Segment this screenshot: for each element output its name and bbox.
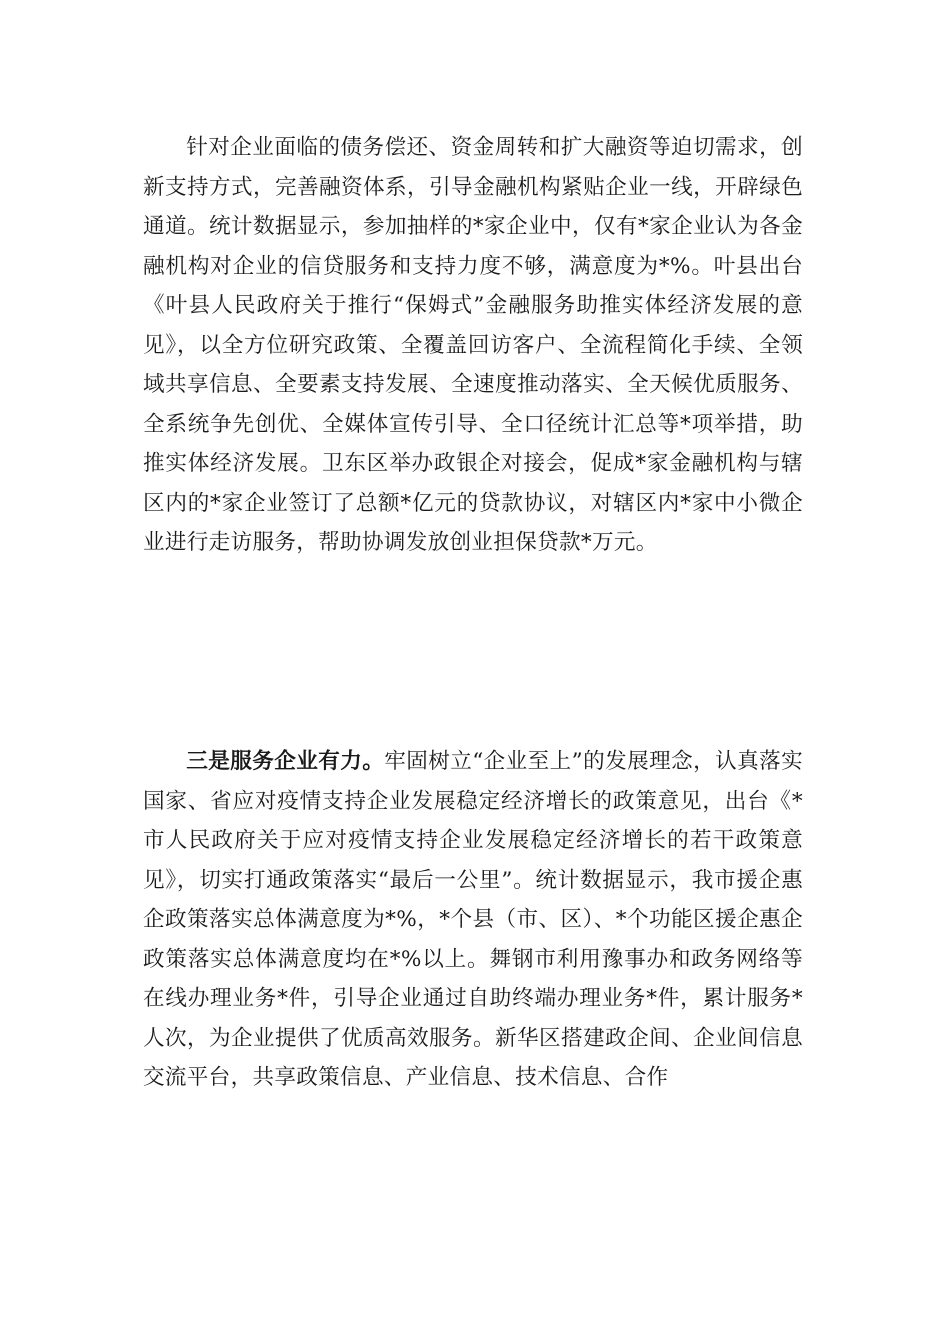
paragraph-enterprise-service [143, 742, 803, 1098]
paragraph-text: 针对企业面临的债务偿还、资金周转和扩大融资等迫切需求，创新支持方式，完善融资体系，引导金融机构紧贴企业一线，开辟绿色通道。统计数据显示，参加抽样的*家企业中，仅有*家企业认为各金融机构对企业的信贷服务和支持力度不够，满意度为*%。叶县出台《叶县人民政府关于推行“保姆式”金融服务助推实体经济发展的意见》，以全方位研究政策、全覆盖回访客户、全流程简化手续、全领域共享信息、全要素支持发展、全速度推动落实、全天候优质服务、全系统争先创优、全媒体宣传引导、全口径统计汇总等*项举措，助推实体经济发展。卫东区举办政银企对接会，促成*家金融机构与辖区内的*家企业签订了总额*亿元的贷款协议，对辖区内*家中小微企业进行走访服务，帮助协调发放创业担保贷款*万元。 [143, 135, 803, 555]
paragraph-text: 牢固树立“企业至上”的发展理念，认真落实国家、省应对疫情支持企业发展稳定经济增长的政策意见，出台《*市人民政府关于应对疫情支持企业发展稳定经济增长的若干政策意见》，切实打通政策落实“最后一公里”。统计数据显示，我市援企惠企政策落实总体满意度为*%，*个县（市、区）、*个功能区援企惠企政策落实总体满意度均在*%以上。舞钢市利用豫事办和政务网络等在线办理业务*件，引导企业通过自助终端办理业务*件，累计服务*人次，为企业提供了优质高效服务。新华区搭建政企间、企业间信息交流平台，共享政策信息、产业信息、技术信息、合作 [143, 749, 803, 1090]
paragraph-lead-heading: 三是服务企业有力。 [186, 749, 385, 774]
paragraph-financing-support [143, 128, 803, 563]
